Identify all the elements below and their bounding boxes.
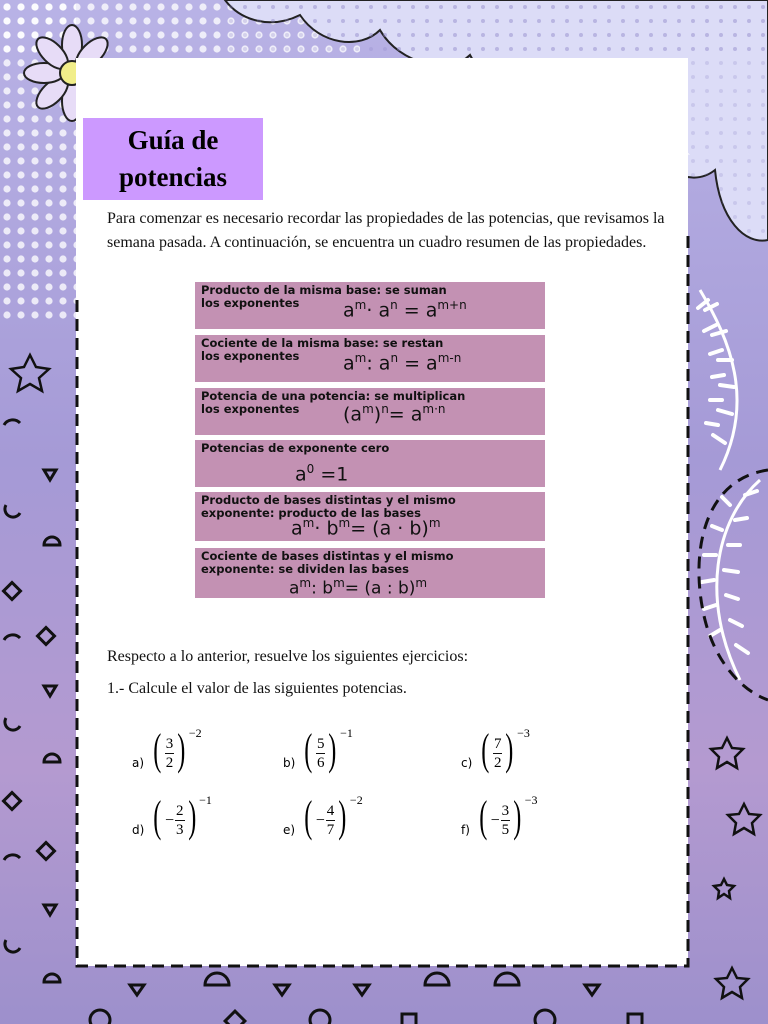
title-line-1: Guía de bbox=[127, 125, 219, 155]
exponent: −2 bbox=[349, 793, 363, 807]
exercise-item bbox=[461, 792, 538, 841]
property-label: Potencia de una potencia: se multiplican los exponentes bbox=[201, 389, 466, 416]
property-box bbox=[195, 440, 545, 487]
close-paren: ) bbox=[177, 725, 186, 774]
open-paren: ( bbox=[153, 792, 162, 841]
exercise-item bbox=[283, 792, 363, 841]
property-formula: $a^m\cdot b^m= (a \cdot b)^m$ bbox=[291, 516, 441, 540]
exercise-letter: d) bbox=[132, 823, 145, 837]
fraction bbox=[493, 735, 503, 772]
intro-paragraph: Para comenzar es necesario recordar las propiedades de las potencias, que revisamos la semana pasada. A continuación, se encuentra un cuadro resumen de las propiedades. bbox=[107, 210, 665, 251]
fraction-denominator: 2 bbox=[165, 755, 174, 771]
property-formula: $(a^m)^n= a^{m\cdot n}$ bbox=[343, 402, 446, 426]
close-paren: ) bbox=[513, 792, 522, 841]
fraction-numerator: 3 bbox=[501, 803, 510, 819]
property-formula: $a^m$: $b^m= (a$ : b)$^m$ bbox=[289, 576, 428, 599]
fraction-numerator: 7 bbox=[493, 736, 502, 752]
fraction bbox=[165, 735, 175, 772]
fraction-denominator: 7 bbox=[326, 822, 335, 838]
exercise-letter: b) bbox=[283, 756, 296, 770]
open-paren: ( bbox=[304, 792, 313, 841]
exercise-letter: f) bbox=[461, 823, 470, 837]
property-label: Producto de bases distintas y el mismo exponente: producto de las bases bbox=[201, 493, 456, 520]
property-box bbox=[195, 548, 545, 598]
close-paren: ) bbox=[328, 725, 337, 774]
exponent: −3 bbox=[517, 726, 530, 740]
open-paren: ( bbox=[479, 792, 488, 841]
minus-sign: − bbox=[164, 811, 174, 829]
exercise-item bbox=[132, 725, 202, 774]
property-box bbox=[195, 282, 545, 329]
exercise-letter: c) bbox=[461, 756, 473, 770]
exponent: −2 bbox=[188, 726, 202, 740]
fraction-denominator: 3 bbox=[176, 822, 184, 838]
open-paren: ( bbox=[304, 725, 313, 774]
fraction-denominator: 6 bbox=[316, 755, 325, 771]
fraction bbox=[175, 802, 185, 839]
fraction bbox=[326, 802, 336, 839]
exercise-letter: a) bbox=[132, 756, 145, 770]
property-box bbox=[195, 492, 545, 541]
close-paren: ) bbox=[338, 792, 347, 841]
exercise-item bbox=[132, 792, 212, 841]
minus-sign: − bbox=[315, 811, 325, 829]
open-paren: ( bbox=[481, 725, 490, 774]
title-box bbox=[83, 118, 263, 200]
property-label: Potencias de exponente cero bbox=[201, 441, 390, 455]
property-box bbox=[195, 335, 545, 382]
exponent: −3 bbox=[524, 793, 538, 807]
property-formula: $a^m$: $a^n = a^{m-n}$ bbox=[343, 351, 462, 375]
close-paren: ) bbox=[187, 792, 196, 841]
fraction-numerator: 2 bbox=[176, 803, 184, 819]
property-label: Producto de la misma base: se suman los exponentes bbox=[201, 283, 447, 310]
fraction-denominator: 2 bbox=[493, 755, 502, 771]
fraction-numerator: 4 bbox=[326, 803, 335, 819]
property-formula: $a^0 =1$ bbox=[295, 462, 349, 486]
fraction-numerator: 3 bbox=[165, 736, 174, 752]
fraction bbox=[501, 802, 511, 839]
property-formula: $a^m\cdot a^n = a^{m+n}$ bbox=[343, 298, 467, 322]
exponent: −1 bbox=[340, 726, 353, 740]
exercise-item bbox=[283, 725, 353, 774]
fraction-numerator: 5 bbox=[316, 736, 325, 752]
close-paren: ) bbox=[505, 725, 514, 774]
exercise-letter: e) bbox=[283, 823, 296, 837]
open-paren: ( bbox=[153, 725, 162, 774]
fraction-denominator: 5 bbox=[501, 822, 510, 838]
property-box bbox=[195, 388, 545, 435]
instruction-text: Respecto a lo anterior, resuelve los siguientes ejercicios: bbox=[107, 648, 469, 665]
property-label: Cociente de bases distintas y el mismo exponente: se dividen las bases bbox=[201, 549, 454, 576]
property-label: Cociente de la misma base: se restan los exponentes bbox=[201, 336, 444, 363]
minus-sign: − bbox=[490, 811, 500, 829]
exponent: −1 bbox=[199, 793, 212, 807]
question-text: 1.- Calcule el valor de las siguientes potencias. bbox=[107, 680, 407, 697]
title-line-2: potencias bbox=[119, 162, 227, 192]
fraction bbox=[316, 735, 326, 772]
exercise-item bbox=[461, 725, 530, 774]
